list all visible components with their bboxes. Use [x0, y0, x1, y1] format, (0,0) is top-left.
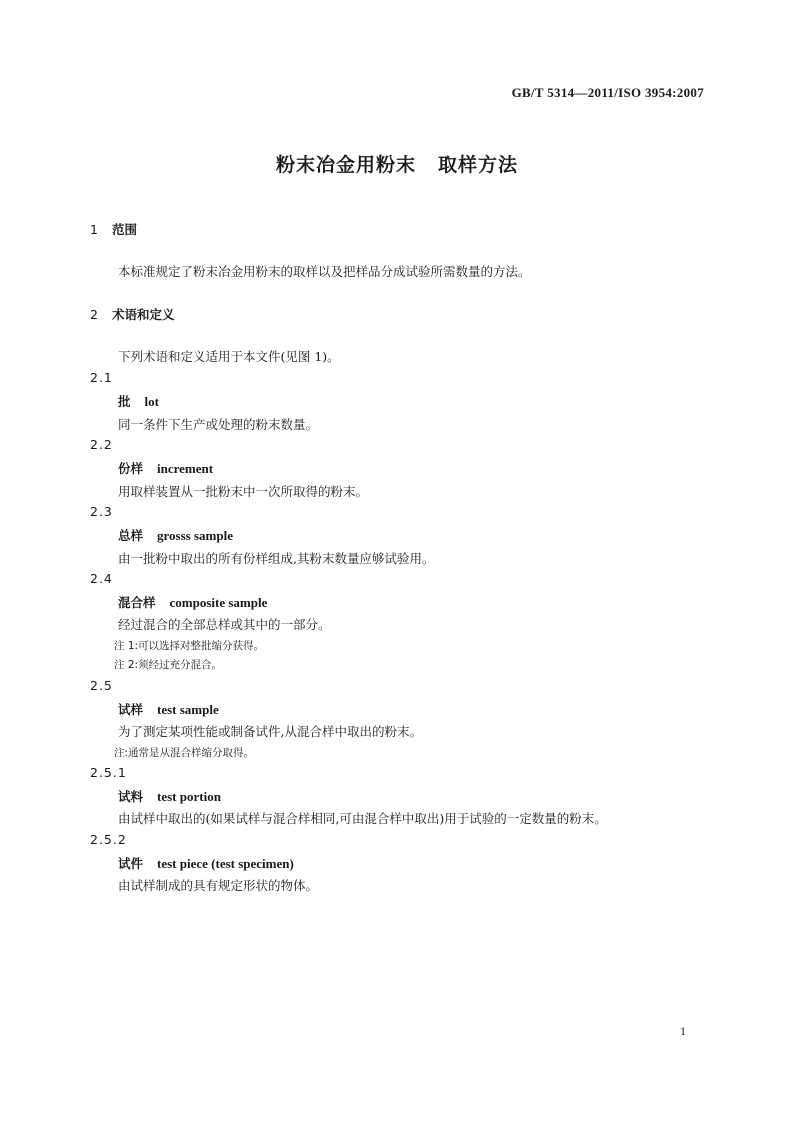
clause-2-5-term	[118, 700, 219, 718]
clause-2-3-term	[118, 526, 233, 544]
clause-2-3-definition: 由一批粉中取出的所有份样组成,其粉末数量应够试验用。	[118, 551, 435, 566]
term-zh: 份样	[118, 461, 144, 476]
clause-2-1-term	[118, 392, 159, 410]
title-part-2: 取样方法	[438, 154, 519, 176]
term-zh: 总样	[118, 528, 144, 543]
term-en: test piece (test specimen)	[157, 856, 294, 871]
section-1-number: 1	[90, 222, 98, 237]
clause-2-5-1-definition: 由试样中取出的(如果试样与混合样相同,可由混合样中取出)用于试验的一定数量的粉末。	[118, 811, 607, 826]
clause-2-4-note-2: 注 2:须经过充分混合。	[114, 659, 223, 671]
clause-2-5-definition: 为了测定某项性能或制备试件,从混合样中取出的粉末。	[118, 724, 422, 739]
clause-2-1-number: 2.1	[90, 370, 113, 385]
standard-number: GB/T 5314—2011/ISO 3954:2007	[511, 85, 704, 100]
term-en: test portion	[157, 789, 221, 804]
clause-2-5-number: 2.5	[90, 678, 113, 693]
section-2-number: 2	[90, 307, 98, 322]
clause-2-4-definition: 经过混合的全部总样或其中的一部分。	[118, 617, 331, 632]
term-zh: 批	[118, 394, 131, 409]
clause-2-5-2-number: 2.5.2	[90, 832, 127, 847]
section-2-heading	[90, 305, 175, 323]
clause-2-4-number: 2.4	[90, 571, 113, 586]
clause-2-5-1-term	[118, 787, 221, 805]
clause-2-1-definition: 同一条件下生产或处理的粉末数量。	[118, 417, 319, 432]
term-en: test sample	[157, 702, 219, 717]
section-2-text: 下列术语和定义适用于本文件(见图 1)。	[118, 349, 340, 364]
term-en: composite sample	[169, 595, 268, 610]
section-1-title: 范围	[112, 222, 138, 237]
term-zh: 试件	[118, 856, 144, 871]
clause-2-4-term	[118, 593, 267, 611]
clause-2-2-number: 2.2	[90, 437, 113, 452]
clause-2-5-2-term	[118, 854, 294, 872]
clause-2-4-note-1: 注 1:可以选择对整批缩分获得。	[114, 640, 265, 652]
title-part-1: 粉末冶金用粉末	[275, 154, 416, 176]
clause-2-5-2-definition: 由试样制成的具有规定形状的物体。	[118, 878, 319, 893]
section-1-text: 本标准规定了粉末冶金用粉末的取样以及把样品分成试验所需数量的方法。	[118, 264, 531, 279]
page-number: 1	[680, 1024, 686, 1038]
section-2-title: 术语和定义	[112, 307, 175, 322]
term-zh: 试料	[118, 789, 144, 804]
term-zh: 混合样	[118, 595, 156, 610]
term-en: increment	[157, 461, 214, 476]
document-title	[0, 150, 794, 177]
clause-2-5-1-number: 2.5.1	[90, 765, 127, 780]
term-en: lot	[144, 394, 159, 409]
section-1-heading	[90, 220, 137, 238]
term-zh: 试样	[118, 702, 144, 717]
clause-2-3-number: 2.3	[90, 504, 113, 519]
clause-2-5-note: 注:通常是从混合样缩分取得。	[114, 747, 255, 759]
clause-2-2-term	[118, 459, 213, 477]
clause-2-2-definition: 用取样装置从一批粉末中一次所取得的粉末。	[118, 484, 369, 499]
term-en: grosss sample	[157, 528, 233, 543]
